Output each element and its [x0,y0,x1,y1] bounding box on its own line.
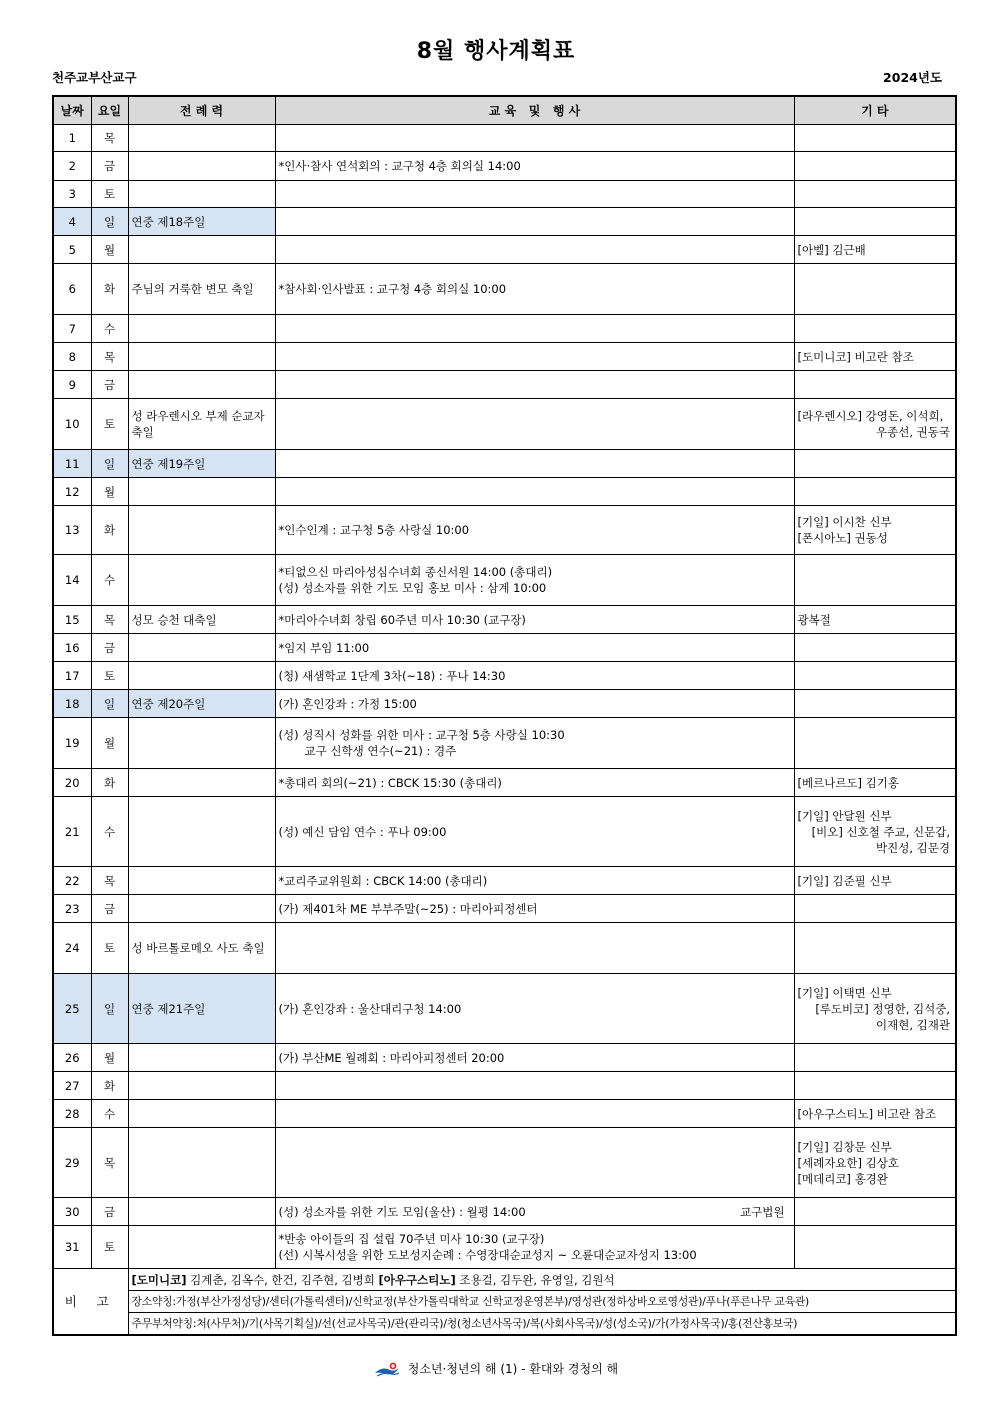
etc-line: 광복절 [797,612,831,627]
table-row [53,399,956,450]
liturgy-cell [128,152,275,181]
etc-cell [794,555,956,606]
weekday-cell: 목 [91,1128,128,1198]
liturgy-cell [128,769,275,797]
liturgy-cell [128,718,275,769]
weekday-cell: 화 [91,1072,128,1100]
events-cell [275,1100,794,1128]
weekday-cell: 토 [91,399,128,450]
event-line: 교구 신학생 연수(~21) : 경주 [304,744,457,758]
etc-cell [794,181,956,208]
events-cell [275,690,794,718]
remarks-dominic-tag: [도미니코] [131,1272,187,1287]
table-row [53,690,956,718]
weekday-cell: 월 [91,236,128,264]
event-line: *참사회·인사발표 : 교구청 4층 회의실 10:00 [278,282,507,296]
etc-line: [아우구스티노] 비고란 참조 [797,1106,936,1121]
etc-cell [794,895,956,923]
etc-cell [794,343,956,371]
event-line: *총대리 회의(~21) : CBCK 15:30 (총대리) [278,775,502,790]
year-label: 2024년도 [883,70,942,85]
table-row [53,264,956,315]
events-cell [275,555,794,606]
etc-cell [794,236,956,264]
weekday-cell: 일 [91,208,128,236]
etc-line: [메데리코] 홍경완 [797,1171,888,1186]
date-cell: 31 [53,1226,91,1269]
date-cell: 15 [53,606,91,634]
weekday-cell: 화 [91,264,128,315]
etc-cell [794,125,956,152]
table-row [53,1072,956,1100]
weekday-cell: 토 [91,662,128,690]
diocese-logo-icon [374,1362,400,1378]
table-row [53,555,956,606]
etc-cell [794,1198,956,1226]
events-cell [275,1128,794,1198]
liturgy-cell [128,343,275,371]
date-cell: 9 [53,371,91,399]
remarks-section [53,1269,956,1336]
etc-cell [794,399,956,450]
etc-line: [비오] 신호철 주교, 신문갑, [811,824,950,839]
table-row [53,208,956,236]
etc-cell [794,974,956,1044]
liturgy-cell [128,478,275,506]
etc-line: [기일] 김준필 신부 [797,873,892,888]
date-cell: 21 [53,797,91,867]
etc-cell [794,606,956,634]
weekday-cell: 월 [91,718,128,769]
event-line: *마리아수녀회 창립 60주년 미사 10:30 (교구장) [278,612,526,627]
weekday-cell: 금 [91,152,128,181]
table-row [53,1128,956,1198]
header-day: 요일 [91,96,128,125]
events-cell [275,1072,794,1100]
weekday-cell: 목 [91,606,128,634]
liturgy-cell [128,1072,275,1100]
etc-line: [기일] 안달원 신부 [797,808,892,823]
etc-cell [794,1072,956,1100]
event-text: (성) 성소자를 위한 기도 모임(울산) : 월평 14:00 [278,1204,526,1219]
etc-line: [라우렌시오] 강영돈, 이석희, [797,409,944,423]
liturgy-cell: 연중 제21주일 [128,974,275,1044]
liturgy-cell: 연중 제20주일 [128,690,275,718]
date-cell: 1 [53,125,91,152]
events-cell [275,974,794,1044]
date-cell: 23 [53,895,91,923]
events-cell [275,895,794,923]
events-cell [275,606,794,634]
table-row [53,974,956,1044]
date-cell: 25 [53,974,91,1044]
etc-cell [794,769,956,797]
table-row [53,506,956,555]
weekday-cell: 월 [91,1044,128,1072]
etc-line: [폰시아노] 권동성 [797,531,888,545]
etc-cell [794,1044,956,1072]
date-cell: 19 [53,718,91,769]
table-row [53,450,956,478]
etc-cell [794,315,956,343]
events-cell [275,769,794,797]
event-line: *인사·참사 연석회의 : 교구청 4층 회의실 14:00 [278,159,521,173]
events-cell [275,343,794,371]
remarks-label: 비 고 [53,1269,128,1336]
date-cell: 10 [53,399,91,450]
etc-cell [794,1100,956,1128]
date-cell: 7 [53,315,91,343]
events-cell [275,264,794,315]
remarks-line-1 [128,1269,956,1291]
events-cell [275,797,794,867]
header-etc: 기 타 [794,96,956,125]
etc-cell [794,208,956,236]
footer-slogan: 청소년·청년의 해 (1) - 환대와 경청의 해 [407,1362,619,1376]
weekday-cell: 일 [91,690,128,718]
liturgy-cell: 연중 제18주일 [128,208,275,236]
events-cell [275,399,794,450]
table-row [53,478,956,506]
table-row [53,315,956,343]
event-line: (선) 시복시성을 위한 도보성지순례 : 수영장대순교성지 ~ 오륜대순교자성지 13:00 [278,1248,697,1262]
events-cell [275,718,794,769]
page-title: 8월 행사계획표 [416,39,576,64]
date-cell: 20 [53,769,91,797]
table-row [53,718,956,769]
etc-line: [베르나르도] 김기홍 [797,775,899,790]
table-row [53,152,956,181]
etc-cell [794,152,956,181]
event-line: *교리주교위원회 : CBCK 14:00 (총대리) [278,873,488,888]
date-cell: 4 [53,208,91,236]
weekday-cell: 토 [91,1226,128,1269]
etc-line: [기일] 이시찬 신부 [797,515,892,529]
liturgy-cell [128,1100,275,1128]
date-cell: 29 [53,1128,91,1198]
table-row [53,1198,956,1226]
events-cell [275,181,794,208]
events-cell [275,1044,794,1072]
weekday-cell: 토 [91,923,128,974]
event-line: *반송 아이들의 집 설립 70주년 미사 10:30 (교구장) [278,1232,545,1246]
table-row [53,181,956,208]
events-cell [275,506,794,555]
etc-cell [794,718,956,769]
liturgy-cell: 성 바르톨로메오 사도 축일 [128,923,275,974]
liturgy-cell [128,1128,275,1198]
etc-line: [아벨] 김근배 [797,242,866,257]
remarks-dominic-names: 김계춘, 김옥수, 한건, 김주현, 김병희 [186,1272,379,1287]
header-date: 날짜 [53,96,91,125]
etc-line: 우종선, 권동국 [876,425,950,439]
etc-cell [794,1226,956,1269]
weekday-cell: 월 [91,478,128,506]
events-cell [275,208,794,236]
etc-line: [루도비코] 정영한, 김석중, [815,1001,950,1016]
events-cell [275,450,794,478]
etc-cell [794,1128,956,1198]
date-cell: 30 [53,1198,91,1226]
events-cell [275,125,794,152]
events-cell [275,1226,794,1269]
event-venue: 교구법원 [740,1204,785,1219]
weekday-cell: 금 [91,895,128,923]
header-liturgy: 전 례 력 [128,96,275,125]
date-cell: 6 [53,264,91,315]
remarks-line-2: 장소약칭:가정(부산가정성당)/센터(가톨릭센터)/신학교정(부산가톨릭대학교 신학교정운영본부)/영성관(정하상바오로영성관)/푸나(푸른나무 교육관) [128,1291,956,1313]
etc-cell [794,797,956,867]
event-line: (성) 성직시 성화를 위한 미사 : 교구청 5층 사랑실 10:30 [278,728,565,742]
weekday-cell: 수 [91,555,128,606]
events-cell [275,867,794,895]
event-line: *인수인계 : 교구청 5층 사랑실 10:00 [278,523,470,537]
remarks-augustine-tag: [아우구스티노] [378,1272,456,1287]
date-cell: 28 [53,1100,91,1128]
etc-cell [794,371,956,399]
liturgy-cell [128,555,275,606]
event-line: *임지 부임 11:00 [278,640,370,655]
remarks-row-1 [53,1269,956,1291]
etc-cell [794,264,956,315]
events-cell [275,478,794,506]
weekday-cell: 수 [91,315,128,343]
liturgy-cell: 연중 제19주일 [128,450,275,478]
schedule-table [52,95,957,1336]
liturgy-cell: 성모 승천 대축일 [128,606,275,634]
event-line: (가) 제401차 ME 부부주말(~25) : 마리아피정센터 [278,901,538,916]
etc-line: [세례자요한] 김상호 [797,1155,899,1170]
etc-cell [794,867,956,895]
liturgy-cell [128,371,275,399]
date-cell: 16 [53,634,91,662]
liturgy-cell [128,867,275,895]
weekday-cell: 금 [91,371,128,399]
event-line: (가) 혼인강좌 : 울산대리구청 14:00 [278,1001,462,1016]
weekday-cell: 금 [91,634,128,662]
event-line: (성) 성소자를 위한 기도 모임 홍보 미사 : 삼계 10:00 [278,581,547,595]
liturgy-cell [128,181,275,208]
etc-line: [도미니코] 비고란 참조 [797,349,914,364]
liturgy-cell [128,895,275,923]
event-line [279,1204,791,1220]
liturgy-cell [128,797,275,867]
table-row [53,923,956,974]
weekday-cell: 금 [91,1198,128,1226]
table-header-row [53,96,956,125]
etc-cell [794,478,956,506]
events-cell [275,634,794,662]
table-row [53,662,956,690]
event-line: *티없으신 마리아성심수녀회 종신서원 14:00 (총대리) [278,565,553,579]
etc-line: 이재현, 김재관 [876,1017,950,1032]
events-cell [275,1198,794,1226]
table-row [53,1226,956,1269]
event-line: (성) 예신 담임 연수 : 푸나 09:00 [278,824,447,839]
table-row [53,867,956,895]
remarks-row-3 [53,1313,956,1336]
liturgy-cell [128,236,275,264]
date-cell: 22 [53,867,91,895]
weekday-cell: 일 [91,450,128,478]
date-cell: 2 [53,152,91,181]
events-cell [275,315,794,343]
date-cell: 18 [53,690,91,718]
etc-line: [기일] 김창문 신부 [797,1139,892,1154]
etc-cell [794,506,956,555]
remarks-augustine-names: 조용걸, 김두완, 유영일, 김원석 [455,1272,615,1287]
table-row [53,125,956,152]
table-row [53,797,956,867]
weekday-cell: 목 [91,343,128,371]
table-row [53,343,956,371]
etc-cell [794,662,956,690]
date-cell: 5 [53,236,91,264]
weekday-cell: 수 [91,1100,128,1128]
table-row [53,895,956,923]
table-row [53,1100,956,1128]
remarks-row-2 [53,1291,956,1313]
weekday-cell: 목 [91,867,128,895]
liturgy-cell [128,315,275,343]
liturgy-cell [128,1226,275,1269]
events-cell [275,152,794,181]
liturgy-cell [128,1044,275,1072]
events-cell [275,923,794,974]
liturgy-cell: 주님의 거룩한 변모 축일 [128,264,275,315]
weekday-cell: 토 [91,181,128,208]
table-row [53,1044,956,1072]
schedule-body [53,125,956,1269]
remarks-line-3: 주무부처약칭:처(사무처)/기(사목기획실)/선(선교사목국)/관(관리국)/청(청소년사목국)/복(사회사목국)/성(성소국)/가(가정사목국)/홍(전산홍보국) [128,1313,956,1336]
weekday-cell: 수 [91,797,128,867]
liturgy-cell [128,1198,275,1226]
etc-cell [794,634,956,662]
table-row [53,634,956,662]
weekday-cell: 화 [91,506,128,555]
etc-cell [794,450,956,478]
date-cell: 8 [53,343,91,371]
events-cell [275,371,794,399]
date-cell: 24 [53,923,91,974]
table-row [53,606,956,634]
date-cell: 11 [53,450,91,478]
etc-cell [794,690,956,718]
etc-line: 박진성, 김문경 [876,840,950,855]
event-line: (가) 부산ME 월례회 : 마리아피정센터 20:00 [278,1050,505,1065]
date-cell: 17 [53,662,91,690]
weekday-cell: 화 [91,769,128,797]
liturgy-cell [128,506,275,555]
liturgy-cell [128,125,275,152]
weekday-cell: 목 [91,125,128,152]
date-cell: 13 [53,506,91,555]
liturgy-cell [128,634,275,662]
event-line: (가) 혼인강좌 : 가정 15:00 [278,696,417,711]
event-line: (청) 새샘학교 1단계 3차(~18) : 푸나 14:30 [278,668,506,683]
weekday-cell: 일 [91,974,128,1044]
table-row [53,769,956,797]
etc-cell [794,923,956,974]
liturgy-cell: 성 라우렌시오 부제 순교자 축일 [128,399,275,450]
date-cell: 14 [53,555,91,606]
organization-name: 천주교부산교구 [52,70,137,85]
table-row [53,371,956,399]
etc-line: [기일] 이택면 신부 [797,985,892,1000]
date-cell: 3 [53,181,91,208]
header-events: 교 육 및 행 사 [275,96,794,125]
date-cell: 26 [53,1044,91,1072]
date-cell: 12 [53,478,91,506]
events-cell [275,662,794,690]
liturgy-cell [128,662,275,690]
table-row [53,236,956,264]
date-cell: 27 [53,1072,91,1100]
footer [0,1360,992,1378]
events-cell [275,236,794,264]
